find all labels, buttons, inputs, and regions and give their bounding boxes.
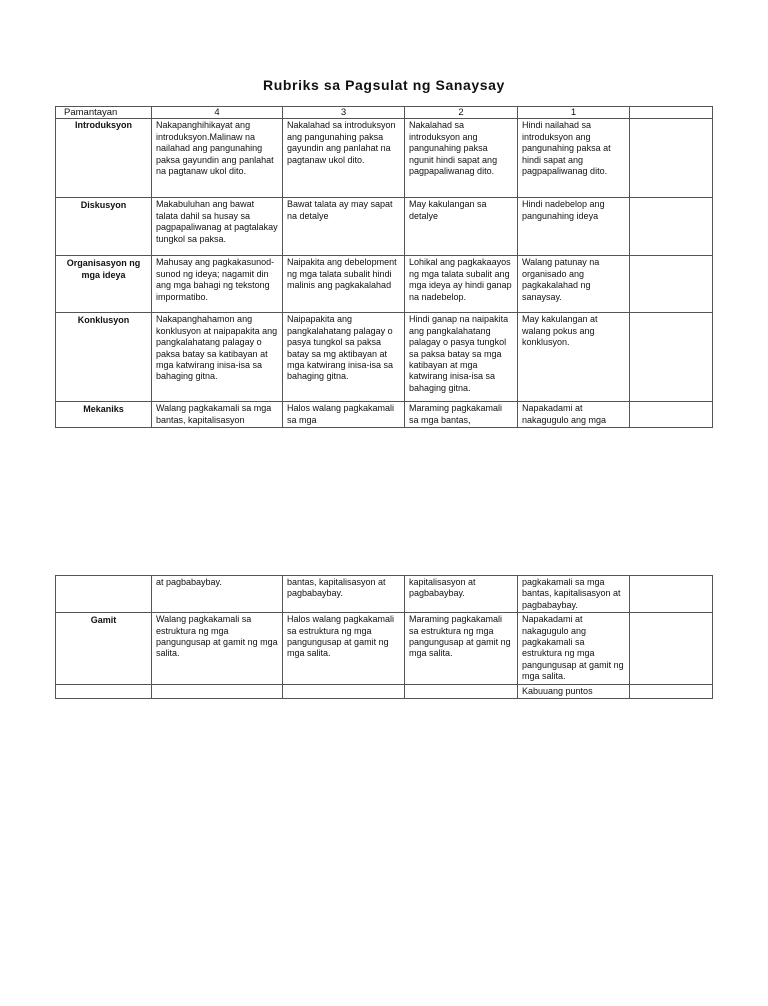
total-row bbox=[56, 684, 713, 698]
score-cell bbox=[630, 613, 713, 684]
blank-cell bbox=[283, 684, 405, 698]
criterion-label bbox=[56, 576, 152, 613]
rubric-cell: Walang patunay na organisado ang pagkakalahad ng sanaysay. bbox=[518, 256, 630, 313]
rubric-table-part-2 bbox=[55, 575, 713, 699]
score-cell bbox=[630, 313, 713, 402]
rubric-cell: Mahusay ang pagkakasunod-sunod ng ideya; nagamit din ang mga bahagi ng tekstong impormatibo. bbox=[152, 256, 283, 313]
rubric-cell: kapitalisasyon at pagbabaybay. bbox=[405, 576, 518, 613]
table-row bbox=[56, 402, 713, 428]
rubric-cell: May kakulangan at walang pokus ang konklusyon. bbox=[518, 313, 630, 402]
rubric-cell: Hindi nailahad sa introduksyon ang pangunahing paksa at hindi sapat ang pagpapaliwanag dito. bbox=[518, 119, 630, 198]
header-score-2: 2 bbox=[405, 107, 518, 119]
header-criterion: Pamantayan bbox=[56, 107, 152, 119]
header-score-3: 3 bbox=[283, 107, 405, 119]
rubric-cell: Walang pagkakamali sa mga bantas, kapitalisasyon bbox=[152, 402, 283, 428]
blank-cell bbox=[152, 684, 283, 698]
rubric-cell: Hindi ganap na naipakita ang pangkalahatang palagay o pasya tungkol sa paksa batay sa mga katibayan at mga katwirang inisa-isa sa bahaging gitna. bbox=[405, 313, 518, 402]
rubric-cell: at pagbabaybay. bbox=[152, 576, 283, 613]
rubric-cell: Naipapakita ang pangkalahatang palagay o pasya tungkol sa paksa batay sa mg aktibayan at mga katwirang inisa-isa sa bahaging gitna. bbox=[283, 313, 405, 402]
rubric-cell: Nakapanghihikayat ang introduksyon.Malinaw na nailahad ang pangunahing paksa gayundin ang panlahat na pagtanaw ukol dito. bbox=[152, 119, 283, 198]
total-points-label: Kabuuang puntos bbox=[518, 684, 630, 698]
rubric-cell: Nakapanghahamon ang konklusyon at naipapakita ang pangkalahatang palagay o paksa batay sa katibayan at mga katwirang inisa-isa sa bahaging gitna. bbox=[152, 313, 283, 402]
rubric-cell: Bawat talata ay may sapat na detalye bbox=[283, 198, 405, 256]
table-row bbox=[56, 256, 713, 313]
header-blank bbox=[630, 107, 713, 119]
rubric-cell: Naipakita ang debelopment ng mga talata subalit hindi malinis ang pagkakalahad bbox=[283, 256, 405, 313]
header-score-4: 4 bbox=[152, 107, 283, 119]
rubric-cell: Nakalahad sa introduksyon ang pangunahing paksa ngunit hindi sapat ang pagpapaliwanag dito. bbox=[405, 119, 518, 198]
table-row bbox=[56, 613, 713, 684]
rubric-cell: Hindi nadebelop ang pangunahing ideya bbox=[518, 198, 630, 256]
table-row bbox=[56, 313, 713, 402]
score-cell bbox=[630, 256, 713, 313]
rubric-cell: Maraming pagkakamali sa estruktura ng mga pangungusap at gamit ng mga salita. bbox=[405, 613, 518, 684]
criterion-label: Konklusyon bbox=[56, 313, 152, 402]
blank-cell bbox=[56, 684, 152, 698]
rubric-cell: bantas, kapitalisasyon at pagbabaybay. bbox=[283, 576, 405, 613]
header-row bbox=[56, 107, 713, 119]
criterion-label: Introduksyon bbox=[56, 119, 152, 198]
header-score-1: 1 bbox=[518, 107, 630, 119]
rubric-cell: May kakulangan sa detalye bbox=[405, 198, 518, 256]
criterion-label: Organisasyon ng mga ideya bbox=[56, 256, 152, 313]
score-cell bbox=[630, 198, 713, 256]
criterion-label: Diskusyon bbox=[56, 198, 152, 256]
table-row bbox=[56, 576, 713, 613]
blank-cell bbox=[405, 684, 518, 698]
total-points-value bbox=[630, 684, 713, 698]
score-cell bbox=[630, 402, 713, 428]
rubric-cell: Halos walang pagkakamali sa mga bbox=[283, 402, 405, 428]
rubric-cell: Halos walang pagkakamali sa estruktura ng mga pangungusap at gamit ng mga salita. bbox=[283, 613, 405, 684]
criterion-label: Mekaniks bbox=[56, 402, 152, 428]
rubric-cell: Napakadami at nakagugulo ang pagkakamali sa estruktura ng mga pangungusap at gamit ng mga salita. bbox=[518, 613, 630, 684]
rubric-cell: Napakadami at nakagugulo ang mga bbox=[518, 402, 630, 428]
rubric-cell: Makabuluhan ang bawat talata dahil sa husay sa pagpapaliwanag at pagtalakay tungkol sa paksa. bbox=[152, 198, 283, 256]
rubric-cell: Lohikal ang pagkakaayos ng mga talata subalit ang mga ideya ay hindi ganap na nadebelop. bbox=[405, 256, 518, 313]
score-cell bbox=[630, 119, 713, 198]
rubric-cell: Nakalahad sa introduksyon ang pangunahing paksa gayundin ang panlahat na pagtanaw ukol dito. bbox=[283, 119, 405, 198]
score-cell bbox=[630, 576, 713, 613]
rubric-cell: Maraming pagkakamali sa mga bantas, bbox=[405, 402, 518, 428]
rubric-table-part-1 bbox=[55, 106, 713, 428]
criterion-label: Gamit bbox=[56, 613, 152, 684]
table-row bbox=[56, 198, 713, 256]
table-row bbox=[56, 119, 713, 198]
rubric-cell: Walang pagkakamali sa estruktura ng mga pangungusap at gamit ng mga salita. bbox=[152, 613, 283, 684]
rubric-cell: pagkakamali sa mga bantas, kapitalisasyon at pagbabaybay. bbox=[518, 576, 630, 613]
document-title: Rubriks sa Pagsulat ng Sanaysay bbox=[263, 77, 505, 93]
